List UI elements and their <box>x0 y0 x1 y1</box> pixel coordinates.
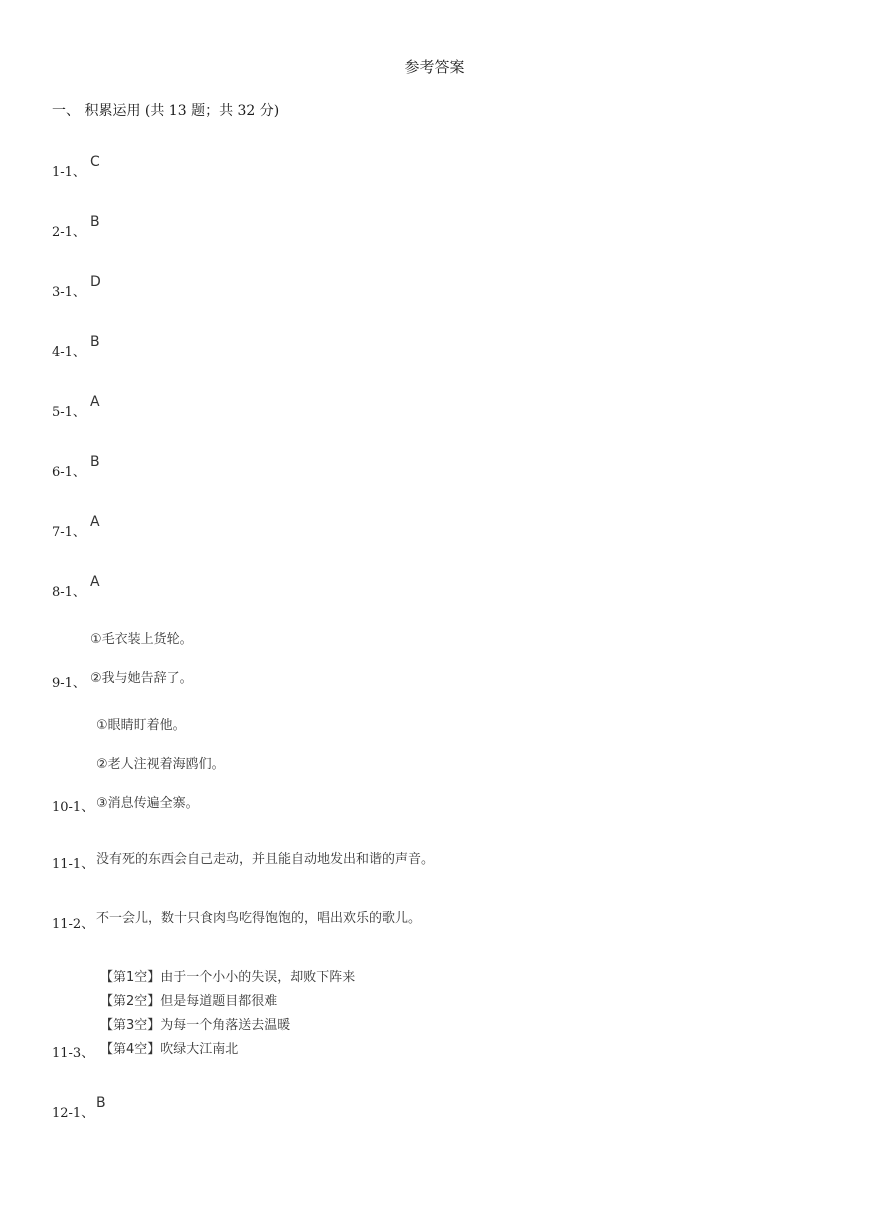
question-number: 2-1、 <box>52 225 86 240</box>
answer-line: ③消息传遍全寨。 <box>96 796 199 811</box>
question-number: 10-1、 <box>52 800 95 815</box>
question-number: 11-3、 <box>52 1046 95 1061</box>
question-number: 11-2、 <box>52 917 95 932</box>
question-number: 7-1、 <box>52 525 86 540</box>
answer: B <box>96 1095 106 1111</box>
answer-line: 【第2空】但是每道题目都很难 <box>100 994 278 1009</box>
answer: B <box>90 334 100 350</box>
answer: B <box>90 454 100 470</box>
question-number: 8-1、 <box>52 585 86 600</box>
answer: 没有死的东西会自己走动，并且能自动地发出和谐的声音。 <box>96 852 435 867</box>
question-number: 4-1、 <box>52 345 86 360</box>
section-heading: 一、 积累运用 (共 13 题；共 32 分) <box>52 103 280 119</box>
question-number: 1-1、 <box>52 165 86 180</box>
question-number: 11-1、 <box>52 857 95 872</box>
answer-line: 【第3空】为每一个角落送去温暖 <box>100 1018 291 1033</box>
page-title: 参考答案 <box>404 58 465 76</box>
answer-line: 【第1空】由于一个小小的失误，却败下阵来 <box>100 970 356 985</box>
answer-line: 【第4空】吹绿大江南北 <box>100 1042 239 1057</box>
question-number: 6-1、 <box>52 465 86 480</box>
answer-line: ②老人注视着海鸥们。 <box>96 757 225 772</box>
question-number: 12-1、 <box>52 1106 95 1121</box>
answer: A <box>90 514 100 530</box>
answer-line: ②我与她告辞了。 <box>90 671 193 686</box>
answer: B <box>90 214 100 230</box>
question-number: 5-1、 <box>52 405 86 420</box>
answer: A <box>90 394 100 410</box>
answer-line: ①毛衣装上货轮。 <box>90 632 193 647</box>
answer: 不一会儿，数十只食肉鸟吃得饱饱的，唱出欢乐的歌儿。 <box>96 911 422 926</box>
answer: A <box>90 574 100 590</box>
answer-line: ①眼睛盯着他。 <box>96 718 186 733</box>
question-number: 3-1、 <box>52 285 86 300</box>
answer: D <box>90 274 101 290</box>
answer: C <box>90 154 100 170</box>
question-number: 9-1、 <box>52 676 86 691</box>
